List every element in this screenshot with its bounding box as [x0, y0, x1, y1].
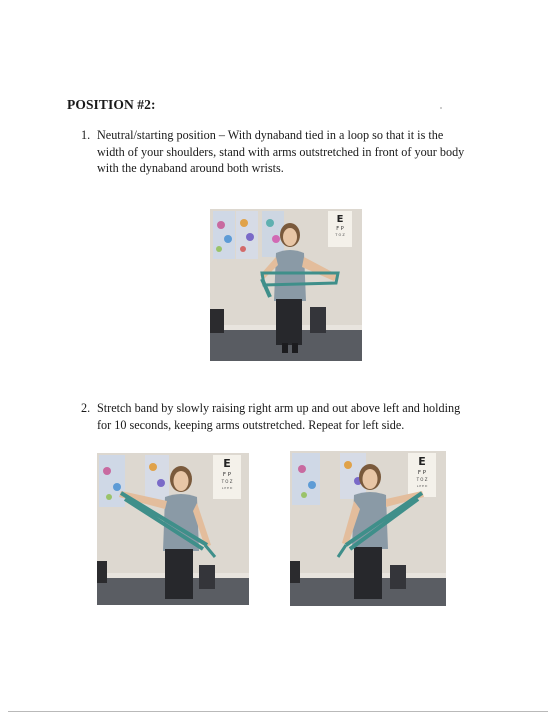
eye-chart-row: F P: [417, 470, 427, 476]
eye-chart-row: F P: [222, 472, 232, 478]
section-heading: POSITION #2:: [67, 97, 156, 112]
scan-speck: [440, 107, 442, 109]
step-line: Neutral/starting position – With dynaband tied in a loop so that it is the: [97, 128, 444, 142]
eye-chart-row: L P E D: [416, 484, 428, 488]
eye-chart-row: T O Z: [221, 479, 233, 484]
page-bottom-rule: [8, 711, 548, 712]
photo-neutral-position: [210, 209, 362, 361]
eye-chart-row: T O Z: [416, 477, 428, 482]
step-text: [97, 127, 464, 177]
step-line: with the dynaband around both wrists.: [97, 161, 284, 175]
step-number: 1.: [81, 128, 91, 142]
photo-right-arm-raised: [97, 453, 249, 605]
eye-chart-row: F P: [336, 226, 344, 232]
step-line: Stretch band by slowly raising right arm up and out above left and holding: [97, 401, 461, 415]
step-text: [97, 400, 460, 433]
eye-chart-e: E: [223, 457, 231, 470]
eye-chart-e: E: [418, 455, 426, 468]
step-line: for 10 seconds, keeping arms outstretched. Repeat for left side.: [97, 417, 405, 432]
step-line: width of your shoulders, stand with arms outstretched in front of your body: [97, 144, 465, 159]
eye-chart-row: L P E D: [221, 486, 233, 490]
step-number: 2.: [81, 401, 91, 415]
eye-chart-row: T O Z: [335, 233, 345, 237]
photo-left-arm-raised: [290, 451, 446, 606]
eye-chart-e: E: [336, 214, 344, 225]
